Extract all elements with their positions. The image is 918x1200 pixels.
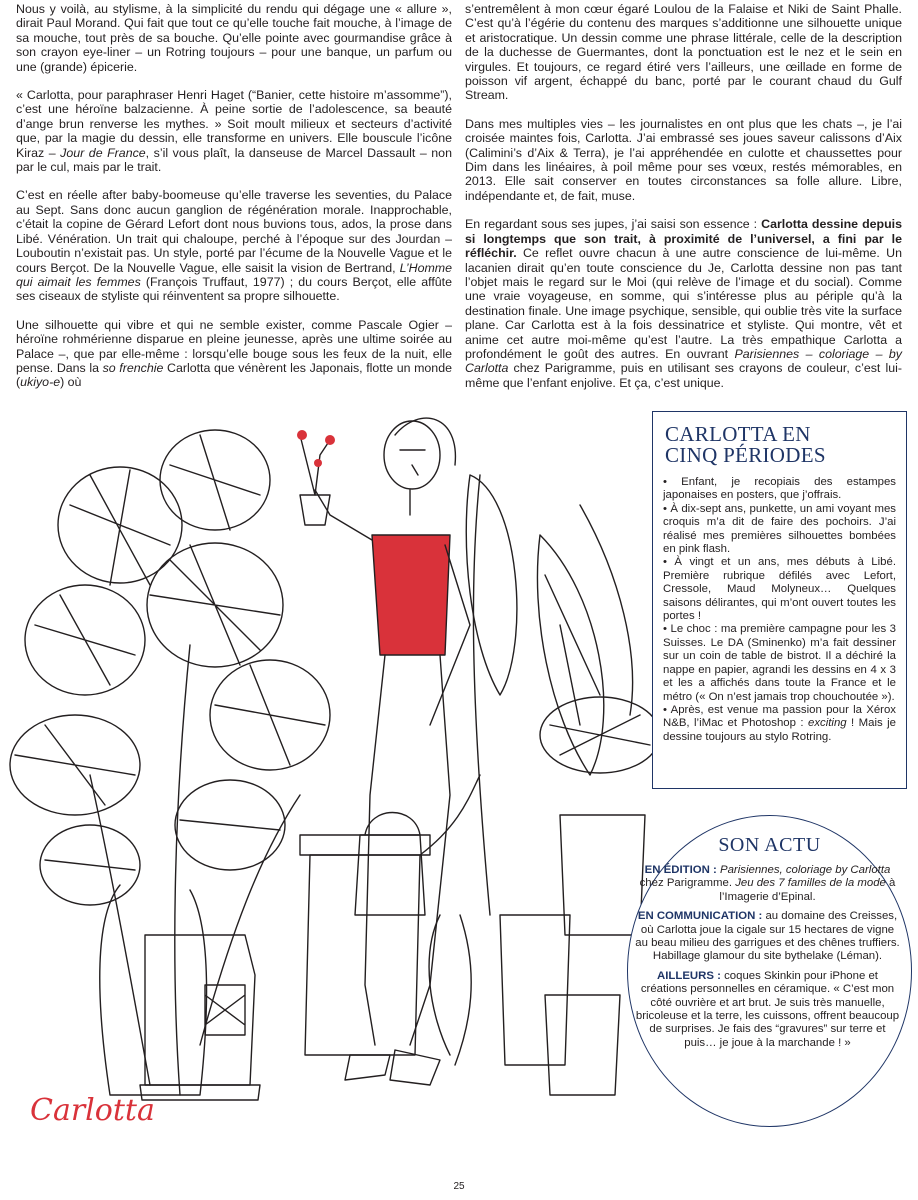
actu-edition: EN ÉDITION : Parisiennes, coloriage by Carlotta chez Parigramme. Jeu des 7 familles de la mode à l’Imagerie d’Epinal.: [639, 864, 896, 903]
paragraph: « Carlotta, pour paraphraser Henri Haget (“Banier, cette histoire m’assomme”), c’est une héroïne balzacienne. À peine sortie de l’adolescence, sa beauté d’ange brun renverse les mythes. » Soit moult milieux et secteurs d’activité que, par la magie du dessin, elle transforme en univers. Elle bouscule l’icône Kiraz – Jour de France, s’il vous plaît, la danseuse de Marcel Dassault – non par le cul, mais par le trait.: [16, 88, 452, 175]
periods-title: CARLOTTA EN CINQ PÉRIODES: [665, 422, 826, 467]
period-item: • À vingt et un ans, mes débuts à Libé. Première rubrique défilés avec Lefort, Cressole, Maud Molyneux… Quelques saisons délirantes, qui m’ont ouvert toutes les portes !: [663, 556, 896, 623]
left-article-column: [16, 2, 452, 390]
period-item: • Enfant, je recopiais des estampes japonaises en posters, que j’offrais.: [663, 476, 896, 502]
right-article-column: [465, 2, 902, 390]
paragraph: En regardant sous ses jupes, j’ai saisi son essence : Carlotta dessine depuis si longtemps que son trait, à proximité de l’universel, a fini par le réfléchir. Ce reflet ouvre chacun à une autre conscience de lui-même. Un lacanien dirait qu’en toute conscience du Je, Carlotta dessine non pas tant l’objet mais le regard sur le Moi (qui relève de l’image et du social). Comme une vraie voyageuse, en somme, qui s’intéresse plus au périple qu’à la destination finale. Une image psychique, sensible, qui oublie très vite la surface plane. Car Carlotta est à la fois dessinatrice et styliste. Qui montre, vêt et anime cet autre moi-même qu’est l’autre. La très empathique Carlotta a profondément le goût des autres. En ouvrant Parisiennes – coloriage – by Carlotta chez Parigramme, puis en utilisant ses crayons de couleur, c’est lui-même que l’enfant enjolive. Et ça, c’est unique.: [465, 217, 902, 390]
monstera-plant: [10, 430, 330, 1095]
left-pot: [100, 885, 260, 1100]
woman-figure: [297, 418, 470, 1085]
actu-circle-box: [627, 815, 912, 1127]
paragraph: s’entremêlent à mon cœur égaré Loulou de la Falaise et Niki de Saint Phalle. C’est qu’à l’égérie du contenu des marques s’additionne une silhouette unique et aristocratique. Un dessin comme une phrase littérale, celle de la description de la duchesse de Guermantes, dont la ponctuation est le nez et le sein en virgules. Et toujours, ce regard étiré vers l’ailleurs, une œillade en forme de poisson vif argent, échappé du banc, porté par le courant chaud du Gulf Stream.: [465, 2, 902, 103]
period-item: • Après, est venue ma passion pour la Xérox N&B, l’iMac et Photoshop : exciting ! Mais je dessine toujours au stylo Rotring.: [663, 703, 897, 743]
period-item: • Le choc : ma première campagne pour les 3 Suisses. Le DA (Sminenko) m’a fait dessiner sur un coin de table de bistrot. Il a déchiré la nappe en papier, agrandi les dessins en 4 x 3 et les a affichés dans toute la France et le métro (« On n’est jamais trop chouchoutée »).: [663, 623, 896, 703]
periods-sidebar-box: [652, 411, 907, 789]
paragraph: Une silhouette qui vibre et qui ne semble exister, comme Pascale Ogier – héroïne rohmérienne disparue en pleine jeunesse, après une ultime soirée au Palace –, que par elle-même : lorsqu’elle bouge sous les feux de la nuit, elle pense. Dans la so frenchie Carlotta que vénèrent les Japonais, flotte un monde (ukiyo-e) où: [16, 317, 452, 390]
watering-can: [355, 775, 480, 915]
page-number: 25: [453, 1181, 465, 1192]
actu-title: SON ACTU: [718, 834, 821, 856]
paragraph: Nous y voilà, au stylisme, à la simplicité du rendu qui dégage une « allure », dirait Paul Morand. Qui fait que tout ce qu’elle touche fait mouche, à l’image de sa mouche, tout près de sa bouche. Qu’elle pointe avec gourmandise grâce à son crayon eye-liner – un Rotring toujours – pour une banque, un parfum ou une (grande) épicerie.: [16, 2, 452, 74]
actu-body: [634, 864, 901, 1056]
center-pot: [300, 835, 430, 1055]
actu-communication: EN COMMUNICATION : au domaine des Creisses, où Carlotta joue la cigale sur 15 hectares de vigne au beau milieu des garrigues et des chênes truffiers. Habillage glamour du site bythelake (Léman).: [635, 910, 900, 963]
paragraph: C’est en réelle after baby-boomeuse qu’elle traverse les seventies, du Palace au Sept. Sans donc aucun ganglion de régénération morale. Inapprochable, c’était la copine de Gérard Lefort dont nous buvions tous, ados, la prose dans Libé. Vénération. Un trait qui chaloupe, perché à l’époque sur des Jourdan – Louboutin n’existait pas. Un style, porté par l’écume de la Nouvelle Vague et le cours Berçot. De la Nouvelle Vague, elle saisit la vision de Bertrand, L’Homme qui aimait les femmes (François Truffaut, 1977) ; du cours Berçot, elle affûte ses ciseaux de styliste qui réinventent sa propre silhouette.: [16, 188, 452, 304]
period-item: • À dix-sept ans, punkette, un ami voyant mes croquis m’a dit de faire des pochoirs. J’ai réalisé mes premières silhouettes bombées en pink flash.: [663, 502, 896, 556]
right-plants: [429, 475, 660, 1095]
actu-ailleurs: AILLEURS : coques Skinkin pour iPhone et créations personnelles en céramique. « C’est mon côté ouvrière et art brut. Je suis très manuelle, bricoleuse et la terre, les cuissons, offrent beaucoup de surprises. Je fais des “gravures” sur terre et puis… je joue à la marchande ! »: [635, 969, 900, 1049]
artist-signature: Carlotta: [30, 1093, 155, 1128]
paragraph: Dans mes multiples vies – les journalistes en ont plus que les chats –, je l’ai croisée maintes fois, Carlotta. J’ai embrassé ses joues saveur calissons d’Aix (Calimini’s d’Aix & Terra), je l’ai appréhendée en culotte et chaussettes pour Dim dans les linéaires, à poil même pour ses vœux, restés mémorables, en 2013. Elle sait conserver en toutes circonstances sa folle allure. Libre, indépendante et, de fait, muse.: [465, 116, 902, 203]
